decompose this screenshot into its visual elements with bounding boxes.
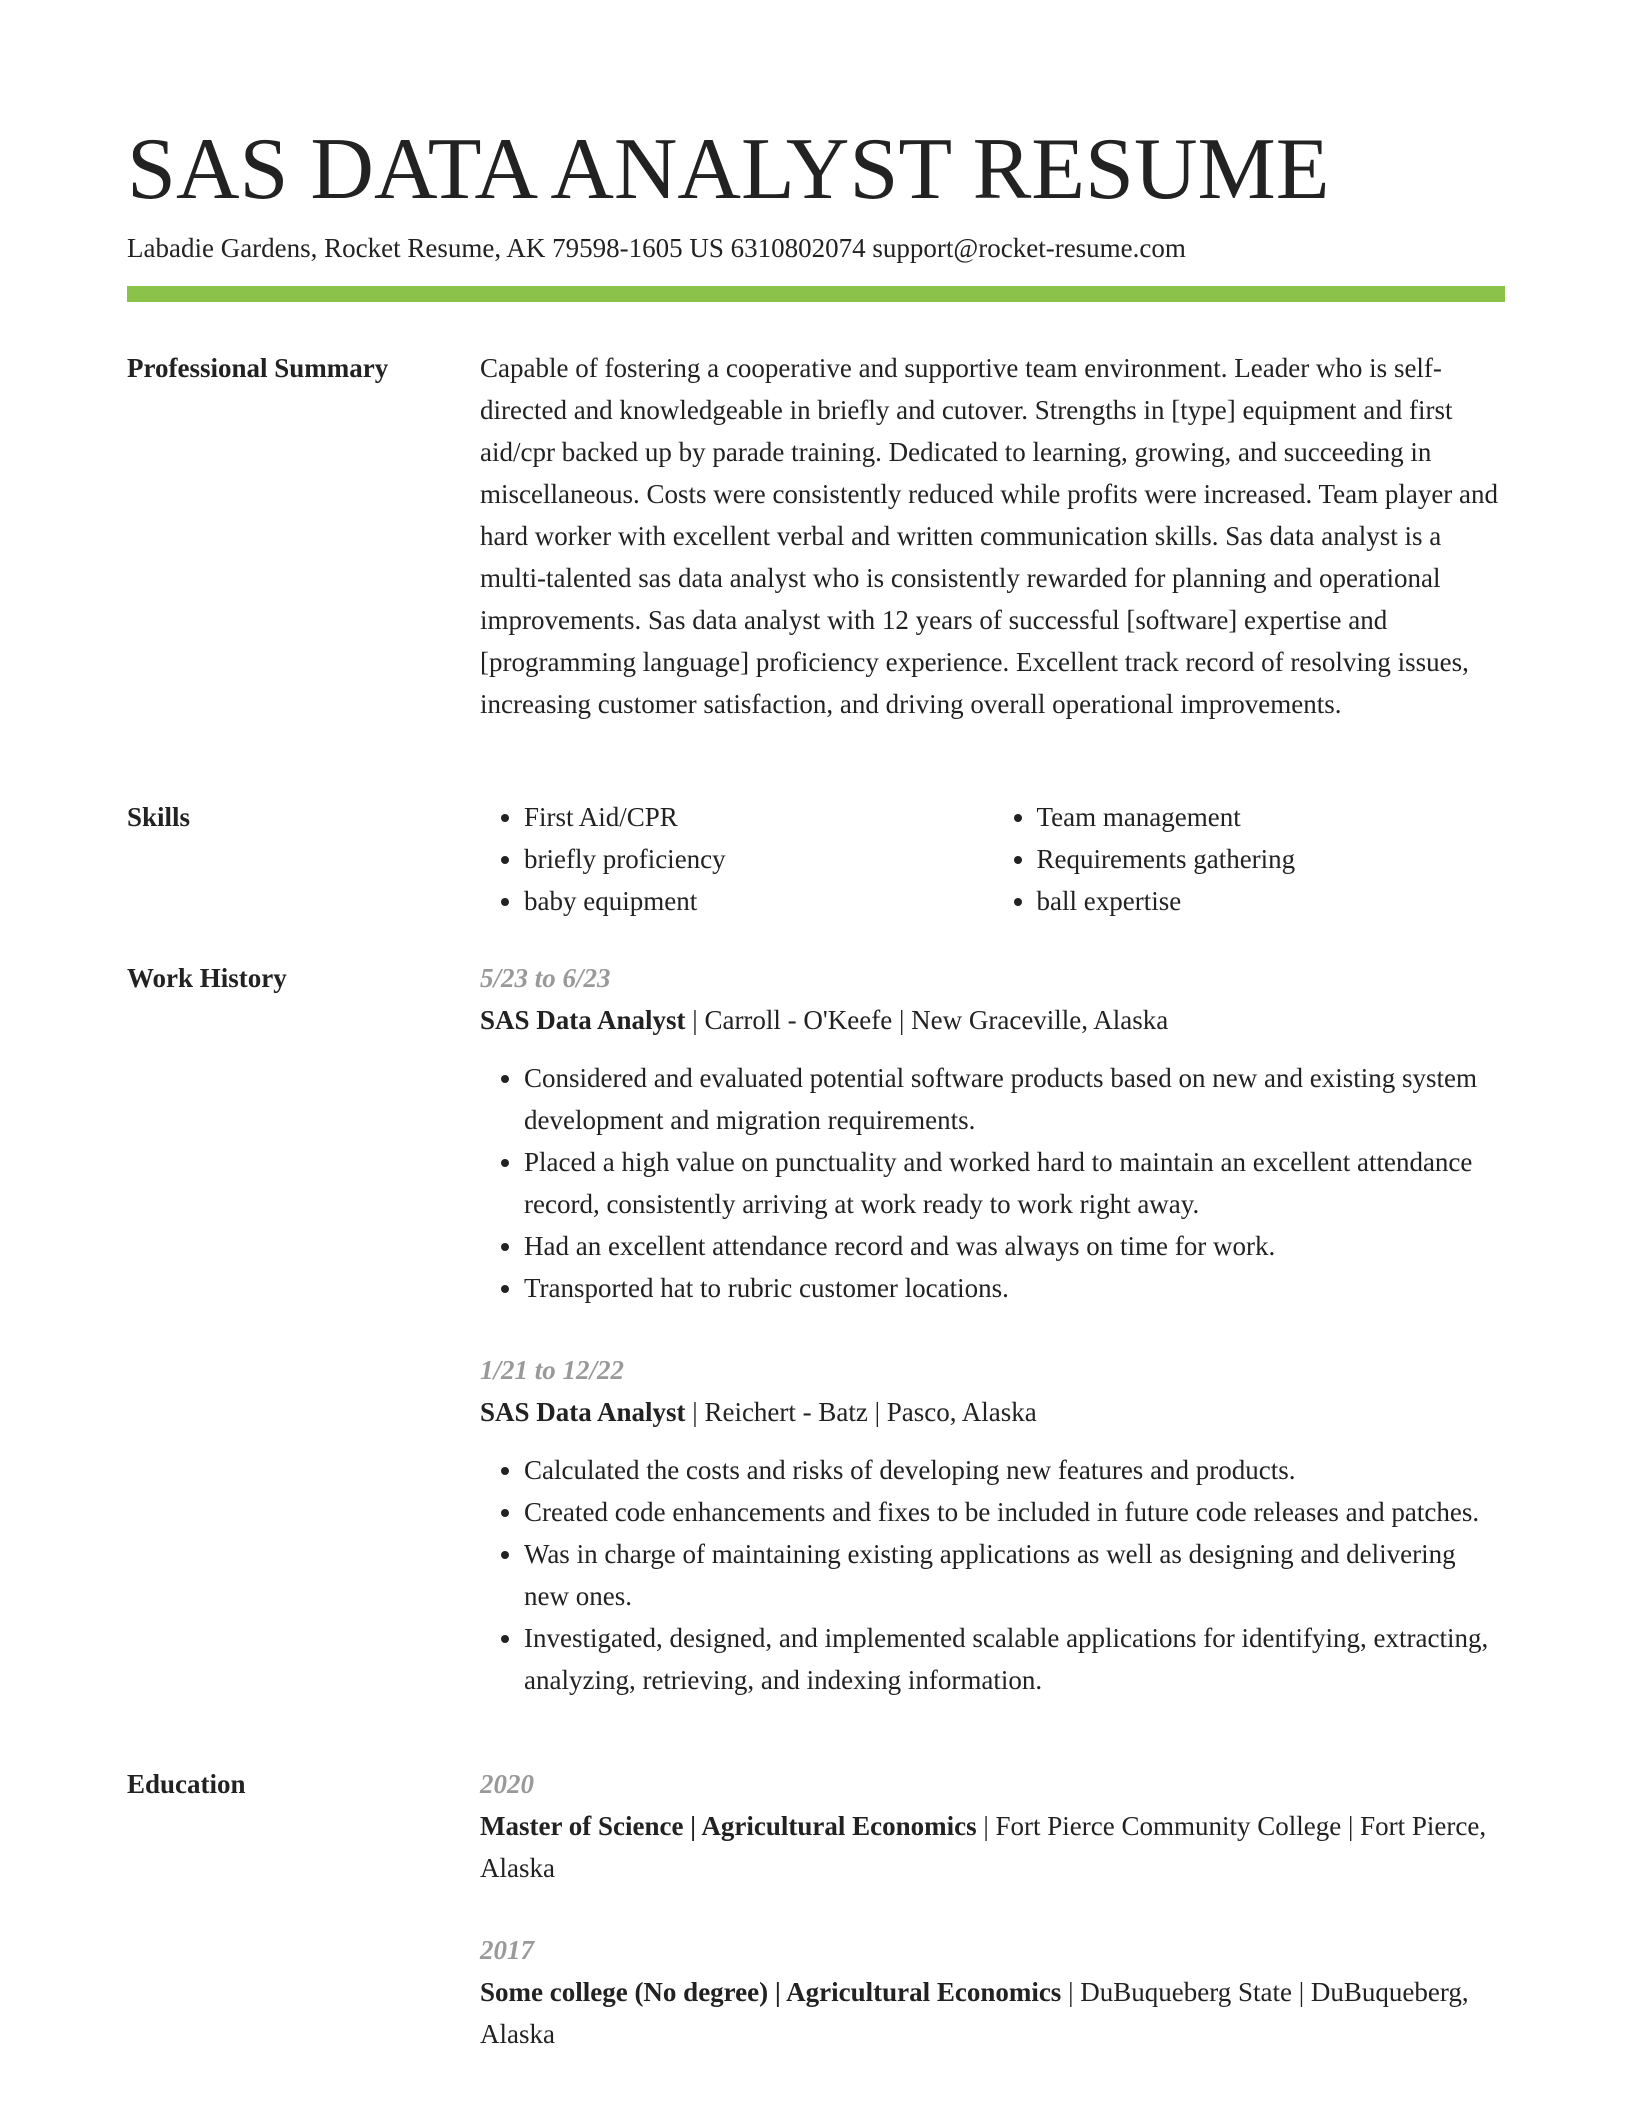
education-entry: [480, 1929, 1505, 2055]
job-title: SAS Data Analyst: [480, 1397, 686, 1427]
education-line: [480, 1971, 1505, 2055]
job-dates: 1/21 to 12/22: [480, 1355, 625, 1385]
education-degree: Master of Science | Agricultural Economics: [480, 1811, 977, 1841]
job-title-line: [480, 999, 1505, 1041]
skill-item: • Team management: [1037, 796, 1506, 838]
education-body: [480, 1763, 1505, 2055]
skill-item: • ball expertise: [1037, 880, 1506, 922]
skills-grid: [480, 796, 1505, 922]
job-bullet: • Transported hat to rubric customer locations.: [524, 1267, 1505, 1309]
education-details: | DuBuqueberg State | DuBuqueberg, Alaska: [480, 1977, 1469, 2049]
work-history-body: [480, 957, 1505, 1701]
job-bullet: • Placed a high value on punctuality and worked hard to maintain an excellent attendance record, consistently arriving at work ready to work right away.: [524, 1141, 1505, 1225]
skill-item: • First Aid/CPR: [524, 796, 993, 838]
skill-item: • Requirements gathering: [1037, 838, 1506, 880]
job-dates: 5/23 to 6/23: [480, 963, 611, 993]
skills-heading: Skills: [127, 802, 191, 832]
skills-list-right: [993, 796, 1506, 922]
job-title: SAS Data Analyst: [480, 1005, 686, 1035]
job-bullets: [480, 1057, 1505, 1309]
job-details: | Carroll - O'Keefe | New Graceville, Alaska: [685, 1005, 1169, 1035]
skill-item: • baby equipment: [524, 880, 993, 922]
education-degree: Some college (No degree) | Agricultural Economics: [480, 1977, 1062, 2007]
education-year: 2017: [480, 1935, 534, 1965]
job-bullets: [480, 1449, 1505, 1701]
job-bullet: • Created code enhancements and fixes to be included in future code releases and patches.: [524, 1491, 1505, 1533]
job-bullet: • Was in charge of maintaining existing applications as well as designing and delivering new ones.: [524, 1533, 1505, 1617]
job-bullet: • Calculated the costs and risks of developing new features and products.: [524, 1449, 1505, 1491]
skill-item: • briefly proficiency: [524, 838, 993, 880]
job-bullet: • Had an excellent attendance record and was always on time for work.: [524, 1225, 1505, 1267]
work-history-heading: Work History: [127, 963, 287, 993]
summary-body: [480, 347, 1505, 725]
header-divider: [127, 286, 1505, 302]
job-entry: [480, 957, 1505, 1309]
education-line: [480, 1805, 1505, 1889]
job-bullet: • Investigated, designed, and implemented scalable applications for identifying, extracting, analyzing, retrieving, and indexing information.: [524, 1617, 1505, 1701]
skills-body: [480, 796, 1505, 922]
education-heading: Education: [127, 1769, 246, 1799]
job-bullet: • Considered and evaluated potential software products based on new and existing system development and migration requirements.: [524, 1057, 1505, 1141]
education-entry: [480, 1763, 1505, 1889]
summary-heading: Professional Summary: [127, 353, 389, 383]
education-year: 2020: [480, 1769, 534, 1799]
contact-info: Labadie Gardens, Rocket Resume, AK 79598-1605 US 6310802074 support@rocket-resume.com: [127, 233, 1186, 263]
skills-list-left: [480, 796, 993, 922]
summary-text: Capable of fostering a cooperative and supportive team environment. Leader who is self-directed and knowledgeable in briefly and cutover. Strengths in [type] equipment and first aid/cpr backed up by parade training. Dedicated to learning, growing, and succeeding in miscellaneous. Costs were consistently reduced while profits were increased. Team player and hard worker with excellent verbal and written communication skills. Sas data analyst is a multi-talented sas data analyst who is consistently rewarded for planning and operational improvements. Sas data analyst with 12 years of successful [software] expertise and [programming language] proficiency experience. Excellent track record of resolving issues, increasing customer satisfaction, and driving overall operational improvements.: [480, 353, 1499, 719]
job-details: | Reichert - Batz | Pasco, Alaska: [685, 1397, 1037, 1427]
job-title-line: [480, 1391, 1505, 1433]
education-details: | Fort Pierce Community College | Fort Pierce, Alaska: [480, 1811, 1487, 1883]
resume-title: SAS DATA ANALYST RESUME: [127, 121, 1330, 218]
job-entry: [480, 1349, 1505, 1701]
